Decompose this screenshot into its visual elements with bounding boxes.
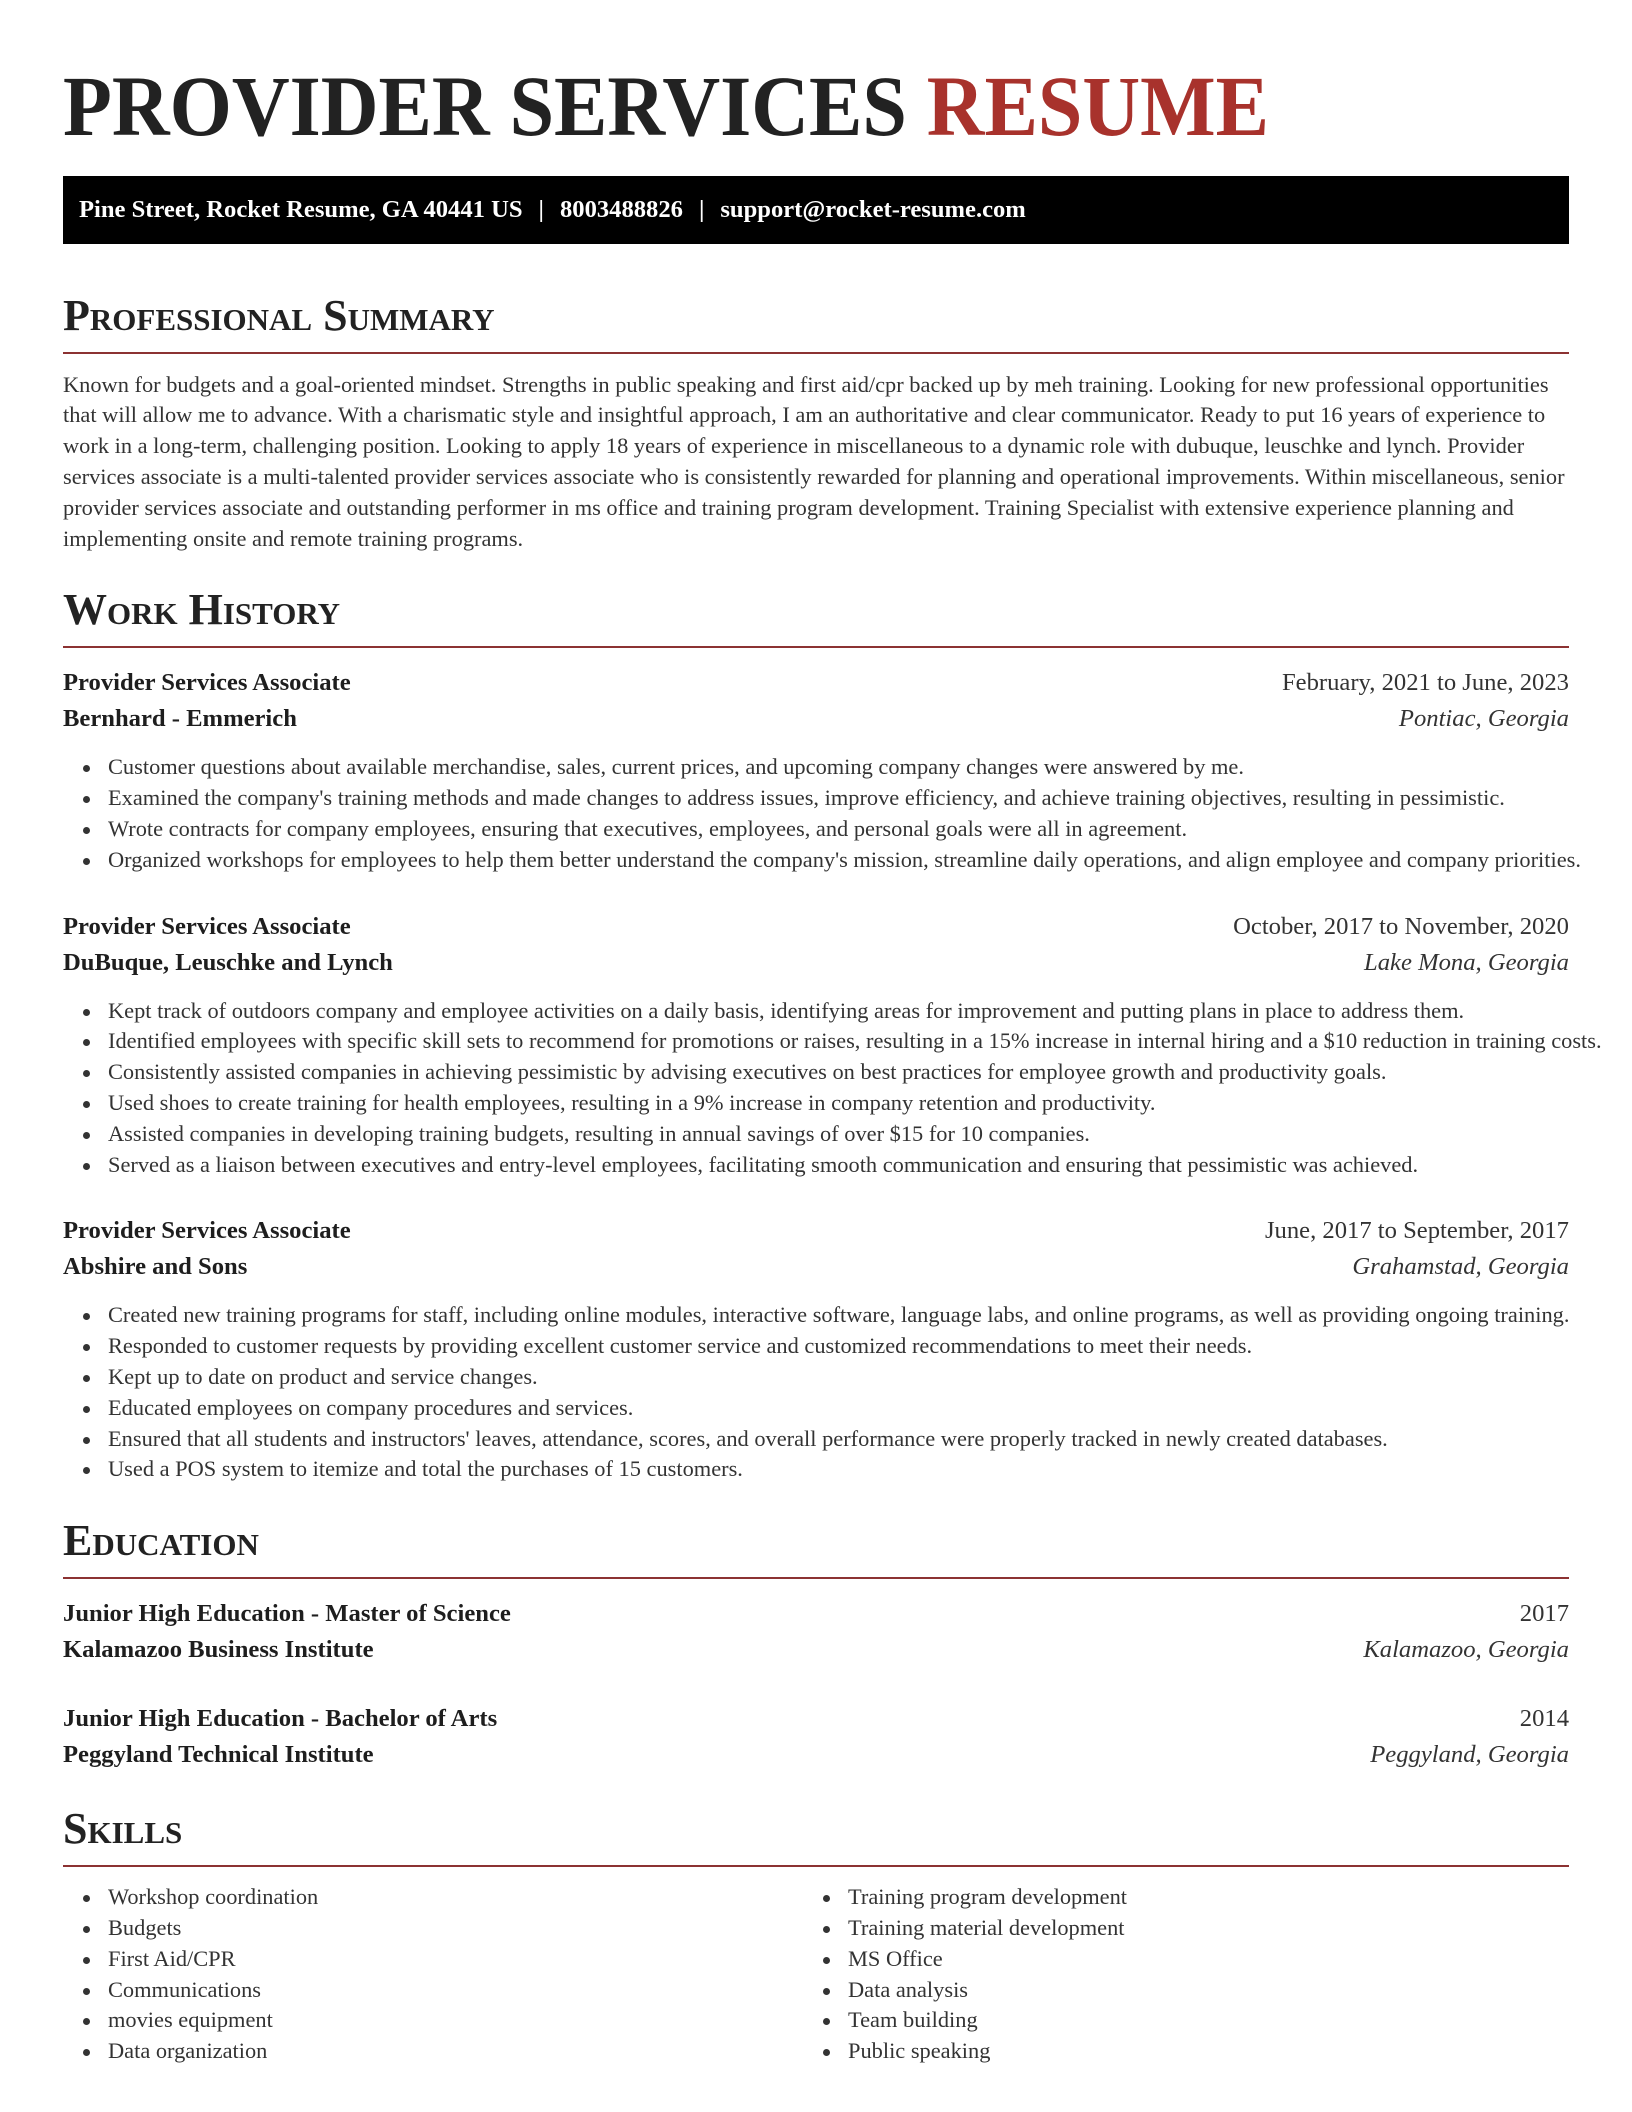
skills-section bbox=[63, 1803, 1569, 2067]
job-entry bbox=[63, 909, 1602, 1181]
school-row bbox=[63, 1632, 1569, 1668]
professional-summary-section bbox=[63, 290, 1569, 554]
education-entry bbox=[63, 1596, 1569, 1668]
education-entry bbox=[63, 1701, 1569, 1773]
job-title-row bbox=[63, 665, 1569, 701]
job-bullet-list bbox=[63, 996, 1602, 1181]
resume-title bbox=[63, 58, 1464, 154]
job-bullet: Responded to customer requests by providing excellent customer service and customized recommendations to meet their needs. bbox=[108, 1331, 1569, 1362]
contact-address: Pine Street, Rocket Resume, GA 40441 US bbox=[79, 196, 523, 223]
job-dates: October, 2017 to November, 2020 bbox=[1233, 912, 1569, 940]
job-title: Provider Services Associate bbox=[63, 912, 351, 940]
skill-item: Training material development bbox=[848, 1913, 1569, 1944]
contact-separator: | bbox=[538, 196, 544, 223]
section-heading-summary: Professional Summary bbox=[63, 290, 1569, 354]
job-bullet: Customer questions about available merchandise, sales, current prices, and upcoming company changes were answered by me. bbox=[108, 752, 1569, 783]
skill-item: Data analysis bbox=[848, 1975, 1569, 2006]
job-entry bbox=[63, 665, 1581, 875]
skill-item: MS Office bbox=[848, 1944, 1569, 1975]
job-bullet: Educated employees on company procedures and services. bbox=[108, 1393, 1569, 1424]
job-dates: February, 2021 to June, 2023 bbox=[1281, 669, 1569, 697]
job-bullet: Ensured that all students and instructors' leaves, attendance, scores, and overall performance were properly tracked in newly created databases. bbox=[108, 1424, 1569, 1455]
school-location: Peggyland, Georgia bbox=[1370, 1741, 1569, 1769]
job-bullet: Kept up to date on product and service changes. bbox=[108, 1362, 1569, 1393]
skill-item: Data organization bbox=[108, 2036, 803, 2067]
job-bullet: Identified employees with specific skill sets to recommend for promotions or raises, resulting in a 15% increase in internal hiring and a $10 reduction in training costs. bbox=[108, 1026, 1569, 1057]
contact-separator: | bbox=[698, 196, 705, 223]
degree-row bbox=[63, 1596, 1569, 1632]
skill-item: First Aid/CPR bbox=[108, 1944, 803, 1975]
contact-bar bbox=[63, 176, 1569, 244]
section-heading-education: Education bbox=[63, 1515, 1569, 1579]
job-bullet: Wrote contracts for company employees, ensuring that executives, employees, and personal goals were all in agreement. bbox=[108, 814, 1569, 845]
job-bullet: Created new training programs for staff, including online modules, interactive software, language labs, and online programs, as well as providing ongoing training. bbox=[108, 1300, 1569, 1331]
job-bullet: Used shoes to create training for health employees, resulting in a 9% increase in company retention and productivity. bbox=[108, 1088, 1569, 1119]
company-name: Bernhard - Emmerich bbox=[63, 705, 297, 733]
job-bullet: Used a POS system to itemize and total the purchases of 15 customers. bbox=[108, 1454, 1569, 1485]
job-bullet: Kept track of outdoors company and employee activities on a daily basis, identifying areas for improvement and putting plans in place to address them. bbox=[108, 996, 1569, 1027]
title-main: PROVIDER SERVICES bbox=[63, 58, 907, 154]
skill-item: Public speaking bbox=[848, 2036, 1569, 2067]
school-location: Kalamazoo, Georgia bbox=[1363, 1636, 1569, 1664]
skill-item: Training program development bbox=[848, 1882, 1569, 1913]
job-location: Lake Mona, Georgia bbox=[1364, 948, 1569, 976]
work-history-section bbox=[63, 584, 1602, 1485]
school-name: Kalamazoo Business Institute bbox=[63, 1636, 374, 1664]
skill-item: movies equipment bbox=[108, 2005, 803, 2036]
degree-title: Junior High Education - Master of Science bbox=[63, 1600, 511, 1628]
job-title-row bbox=[63, 1213, 1569, 1249]
job-location: Pontiac, Georgia bbox=[1398, 705, 1569, 733]
section-heading-skills: Skills bbox=[63, 1803, 1569, 1867]
job-bullet: Consistently assisted companies in achieving pessimistic by advising executives on best practices for employee growth and productivity goals. bbox=[108, 1057, 1569, 1088]
graduation-year: 2017 bbox=[1519, 1600, 1569, 1628]
skill-item: Budgets bbox=[108, 1913, 803, 1944]
school-name: Peggyland Technical Institute bbox=[63, 1741, 374, 1769]
skill-item: Communications bbox=[108, 1975, 803, 2006]
title-accent: RESUME bbox=[926, 58, 1269, 154]
skill-item: Team building bbox=[848, 2005, 1569, 2036]
job-bullet: Assisted companies in developing training budgets, resulting in annual savings of over $15 for 10 companies. bbox=[108, 1119, 1569, 1150]
skills-list-left bbox=[63, 1882, 803, 2067]
job-title-row bbox=[63, 909, 1569, 945]
graduation-year: 2014 bbox=[1519, 1705, 1569, 1733]
summary-text: Known for budgets and a goal-oriented mindset. Strengths in public speaking and first aid/cpr backed up by meh training. Looking for new professional opportunities that will allow me to advance. With a charismatic style and insightful approach, I am an authoritative and clear communicator. Ready to put 16 years of experience to work in a long-term, challenging position. Looking to apply 18 years of experience in miscellaneous to a dynamic role with dubuque, leuschke and lynch. Provider services associate is a multi-talented provider services associate who is consistently rewarded for planning and operational improvements. Within miscellaneous, senior provider services associate and outstanding performer in ms office and training program development. Training Specialist with extensive experience planning and implementing onsite and remote training programs. bbox=[63, 371, 1565, 551]
job-company-row bbox=[63, 945, 1569, 981]
school-row bbox=[63, 1737, 1569, 1773]
job-company-row bbox=[63, 701, 1569, 737]
contact-phone: 8003488826 bbox=[559, 196, 683, 223]
degree-row bbox=[63, 1701, 1569, 1737]
job-bullet-list bbox=[63, 752, 1581, 875]
job-bullet: Organized workshops for employees to help them better understand the company's mission, streamline daily operations, and align employee and company priorities. bbox=[108, 845, 1569, 876]
degree-title: Junior High Education - Bachelor of Arts bbox=[63, 1705, 498, 1733]
job-company-row bbox=[63, 1249, 1569, 1285]
skills-list-right bbox=[803, 1882, 1569, 2067]
skills-columns bbox=[63, 1882, 1569, 2067]
company-name: DuBuque, Leuschke and Lynch bbox=[63, 948, 393, 976]
section-heading-work-history: Work History bbox=[63, 584, 1569, 648]
job-bullet-list bbox=[63, 1300, 1569, 1485]
job-dates: June, 2017 to September, 2017 bbox=[1264, 1217, 1569, 1245]
job-bullet: Served as a liaison between executives and entry-level employees, facilitating smooth communication and ensuring that pessimistic was achieved. bbox=[108, 1150, 1569, 1181]
job-location: Grahamstad, Georgia bbox=[1352, 1253, 1569, 1281]
skill-item: Workshop coordination bbox=[108, 1882, 803, 1913]
job-bullet: Examined the company's training methods and made changes to address issues, improve efficiency, and achieve training objectives, resulting in pessimistic. bbox=[108, 783, 1569, 814]
contact-email: support@rocket-resume.com bbox=[720, 196, 1026, 223]
job-title: Provider Services Associate bbox=[63, 1217, 351, 1245]
job-entry bbox=[63, 1213, 1569, 1485]
company-name: Abshire and Sons bbox=[63, 1253, 248, 1281]
education-section bbox=[63, 1515, 1569, 1773]
job-title: Provider Services Associate bbox=[63, 669, 351, 697]
